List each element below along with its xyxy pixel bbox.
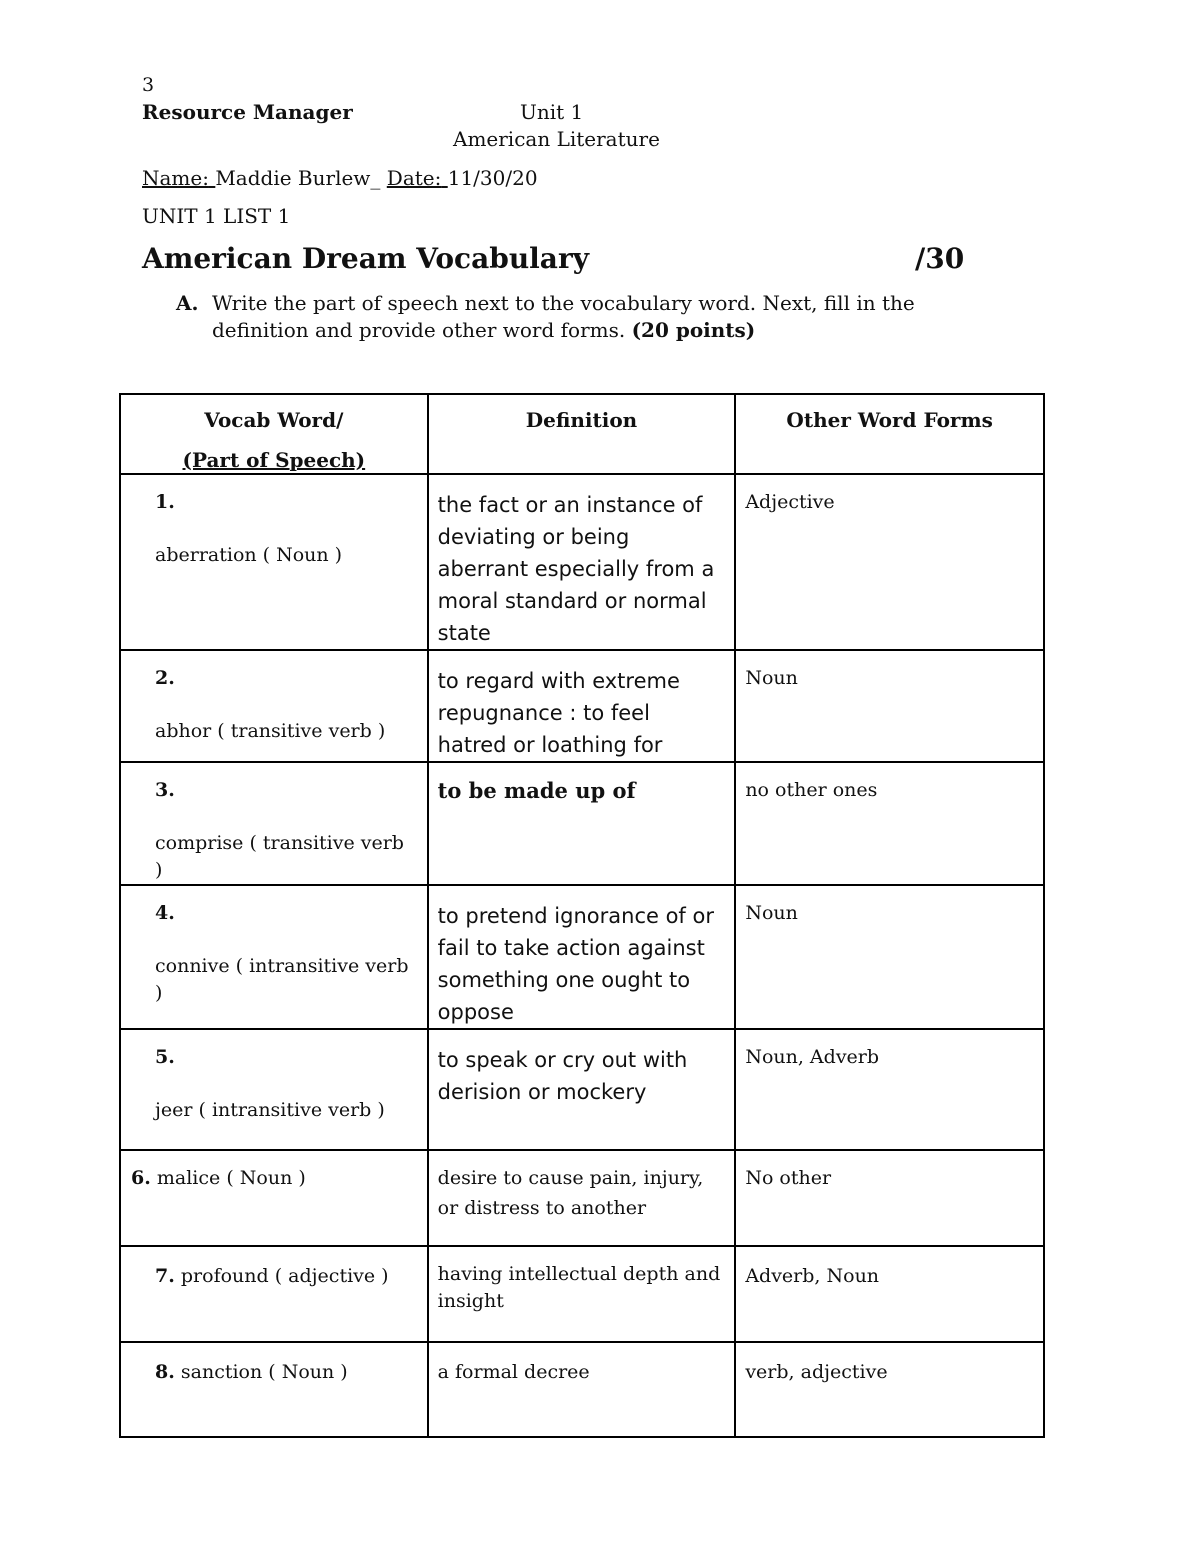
definition-cell: to be made up of (428, 762, 736, 885)
table-header-row (120, 394, 1044, 474)
other-forms-cell: verb, adjective (735, 1342, 1044, 1437)
date-label: Date: (386, 166, 442, 190)
page-number: 3 (142, 74, 155, 96)
score-label: /30 (915, 242, 965, 275)
vocab-word-cell (120, 1342, 428, 1437)
unit-label: Unit 1 (520, 100, 584, 124)
role-label: Resource Manager (142, 100, 353, 124)
vocab-word-cell (120, 1029, 428, 1150)
instruction-text: definition and provide other word forms. (212, 318, 626, 342)
instruction-line-2 (212, 318, 755, 342)
table-row (120, 650, 1044, 762)
other-forms-cell: Noun (735, 885, 1044, 1029)
header-definition: Definition (428, 394, 736, 474)
row-number: 2. (155, 667, 175, 689)
definition-cell: having intellectual depth and insight (428, 1246, 736, 1342)
definition-cell: desire to cause pain, injury, or distress to another (428, 1150, 736, 1246)
definition-cell: to pretend ignorance of or fail to take action against something one ought to oppose (428, 885, 736, 1029)
vocab-word-cell (120, 650, 428, 762)
vocab-word: sanction ( Noun ) (180, 1361, 348, 1383)
row-number: 6. (131, 1167, 151, 1189)
list-label: UNIT 1 LIST 1 (142, 204, 291, 228)
vocab-word-cell (120, 1246, 428, 1342)
other-forms-cell: no other ones (735, 762, 1044, 885)
table-row (120, 1029, 1044, 1150)
instruction-points: (20 points) (631, 318, 756, 342)
name-label: Name: (142, 166, 209, 190)
row-number: 1. (155, 491, 175, 513)
vocab-word-cell (120, 474, 428, 650)
instruction-line-1: Write the part of speech next to the vocabulary word. Next, fill in the (212, 291, 915, 315)
row-number: 3. (155, 779, 175, 801)
date-value: 11/30/20 (447, 166, 538, 190)
other-forms-cell: Noun (735, 650, 1044, 762)
vocab-word: abhor ( transitive verb ) (155, 720, 386, 742)
vocab-word-cell (120, 1150, 428, 1246)
row-number: 7. (155, 1265, 175, 1287)
vocab-word: malice ( Noun ) (156, 1167, 306, 1189)
course-label: American Literature (453, 127, 660, 151)
page-title: American Dream Vocabulary (142, 242, 589, 275)
definition-cell: to regard with extreme repugnance : to feel hatred or loathing for (428, 650, 736, 762)
table-row (120, 885, 1044, 1029)
definition-cell: a formal decree (428, 1342, 736, 1437)
vocab-word-cell (120, 885, 428, 1029)
definition-cell: to speak or cry out with derision or mockery (428, 1029, 736, 1150)
table-row (120, 762, 1044, 885)
name-date-line: Name: Maddie Burlew_ Date: 11/30/20 (142, 166, 538, 190)
table-row (120, 474, 1044, 650)
vocab-word: comprise ( transitive verb ) (155, 832, 404, 881)
row-number: 8. (155, 1361, 175, 1383)
student-name: Maddie Burlew (215, 166, 371, 190)
table-row (120, 1246, 1044, 1342)
definition-cell: the fact or an instance of deviating or being aberrant especially from a moral standard or normal state (428, 474, 736, 650)
instruction-letter: A. (176, 291, 199, 315)
table-row (120, 1150, 1044, 1246)
other-forms-cell: Noun, Adverb (735, 1029, 1044, 1150)
row-number: 4. (155, 902, 175, 924)
vocab-word-cell (120, 762, 428, 885)
other-forms-cell: Adverb, Noun (735, 1246, 1044, 1342)
table-row (120, 1342, 1044, 1437)
header-other-forms: Other Word Forms (735, 394, 1044, 474)
vocab-word: aberration ( Noun ) (155, 544, 343, 566)
vocab-word: profound ( adjective ) (180, 1265, 389, 1287)
vocab-table (119, 393, 1045, 1438)
vocab-word: connive ( intransitive verb ) (155, 955, 409, 1004)
vocab-word: jeer ( intransitive verb ) (155, 1099, 385, 1121)
header-vocab-word: Vocab Word/ (Part of Speech) (120, 394, 428, 474)
other-forms-cell: No other (735, 1150, 1044, 1246)
row-number: 5. (155, 1046, 175, 1068)
other-forms-cell: Adjective (735, 474, 1044, 650)
